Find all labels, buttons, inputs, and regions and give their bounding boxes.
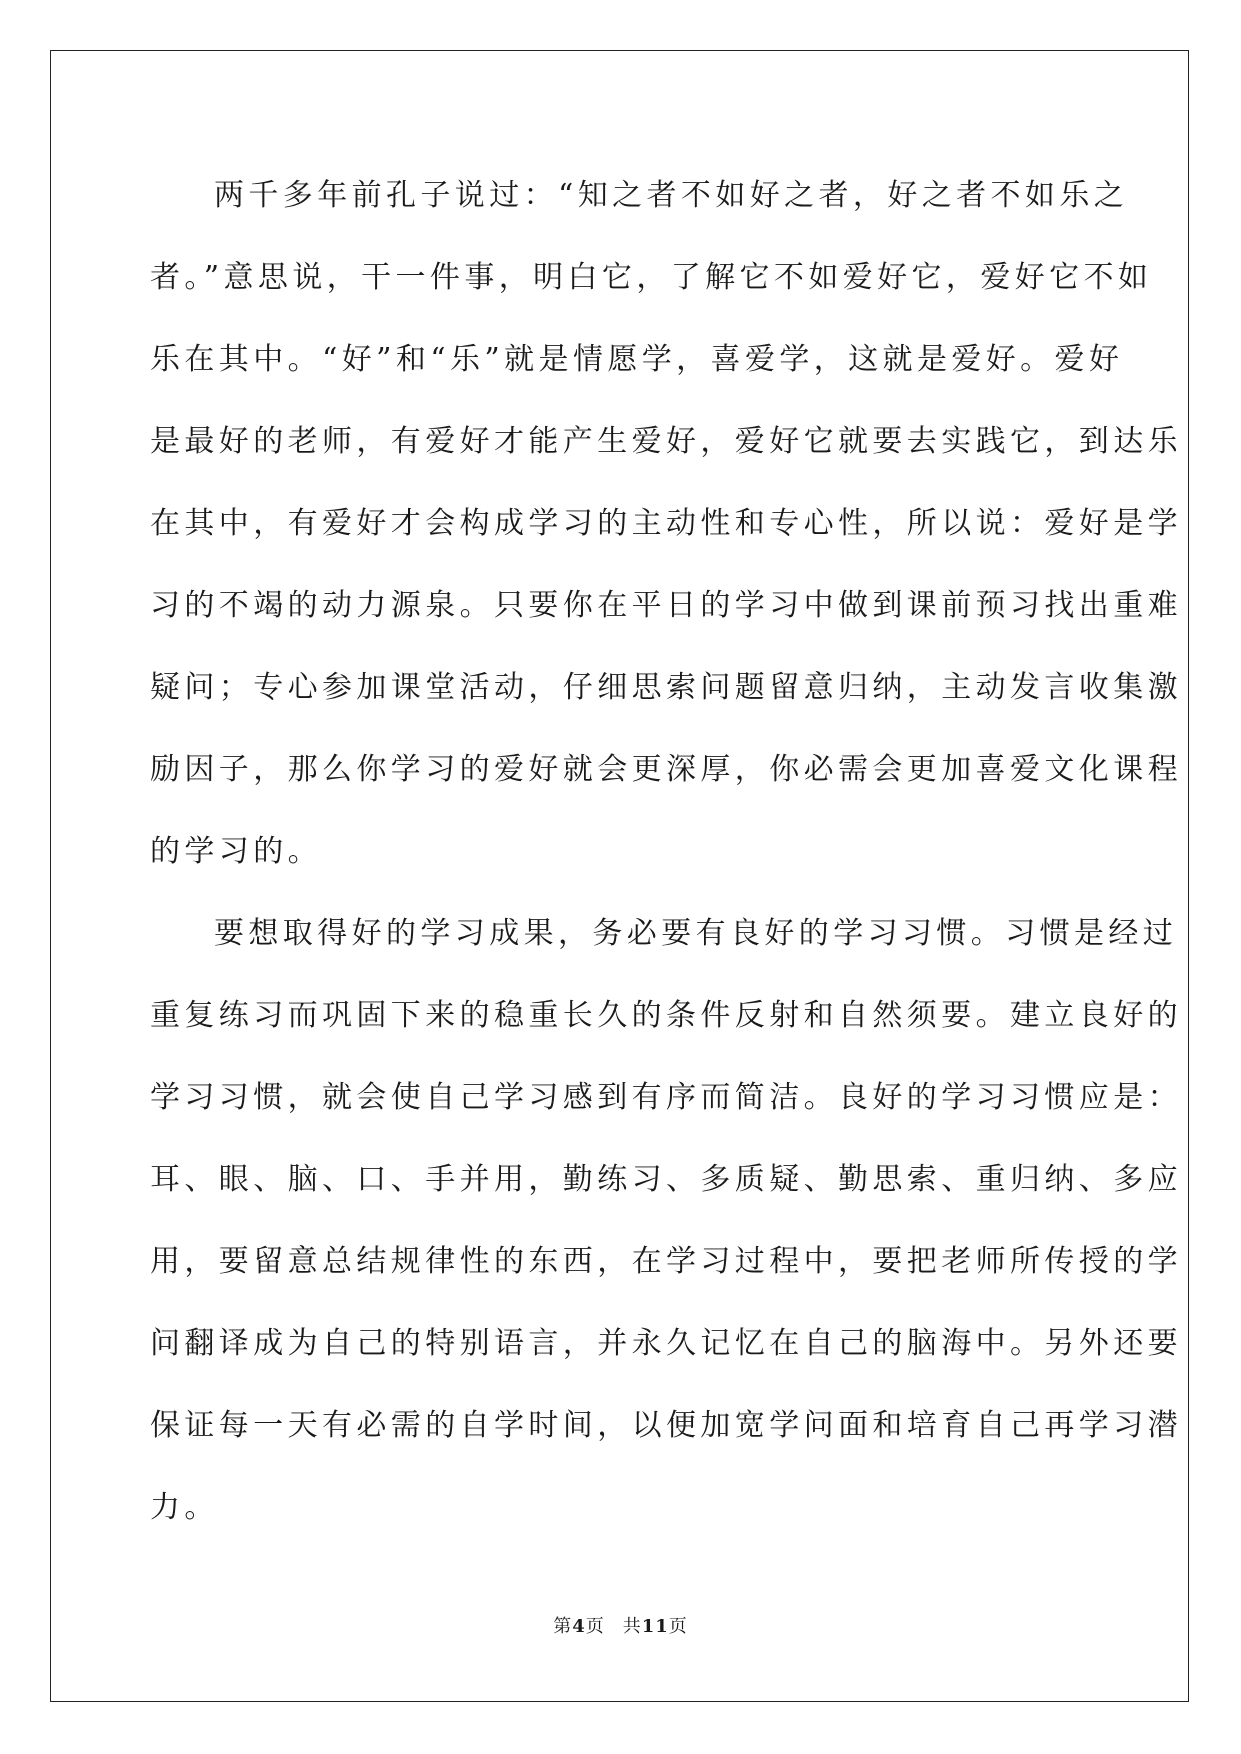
- paragraph-line: 两千多年前孔子说过：“知之者不如好之者，好之者不如乐之: [214, 178, 1129, 213]
- paragraph-2: [150, 893, 1182, 1549]
- paragraph-line: 保证每一天有必需的自学时间，以便加宽学问面和培育自己再学习潜: [150, 1408, 1182, 1443]
- paragraph-line: 是最好的老师，有爱好才能产生爱好，爱好它就要去实践它，到达乐: [150, 424, 1182, 459]
- page-footer: [0, 1612, 1241, 1638]
- paragraph-line: 在其中，有爱好才会构成学习的主动性和专心性，所以说：爱好是学: [150, 506, 1182, 541]
- document-body: [150, 155, 1182, 1549]
- paragraph-line: 励因子，那么你学习的爱好就会更深厚，你必需会更加喜爱文化课程: [150, 752, 1182, 787]
- paragraph-line: 问翻译成为自己的特别语言，并永久记忆在自己的脑海中。另外还要: [150, 1326, 1182, 1361]
- paragraph-line: 耳、眼、脑、口、手并用，勤练习、多质疑、勤思索、重归纳、多应: [150, 1162, 1182, 1197]
- footer-page-suffix: 页: [585, 1616, 605, 1637]
- paragraph-line: 习的不竭的动力源泉。只要你在平日的学习中做到课前预习找出重难: [150, 588, 1182, 623]
- footer-total-suffix: 页: [668, 1616, 688, 1637]
- paragraph-line: 的学习的。: [150, 834, 322, 869]
- total-page-count: 11: [641, 1616, 669, 1637]
- paragraph-1: [150, 155, 1182, 893]
- paragraph-line: 力。: [150, 1490, 219, 1525]
- paragraph-line: 用，要留意总结规律性的东西，在学习过程中，要把老师所传授的学: [150, 1244, 1182, 1279]
- footer-prefix: 第: [553, 1616, 573, 1637]
- footer-total-prefix: 共: [622, 1616, 642, 1637]
- current-page-number: 4: [572, 1616, 586, 1637]
- paragraph-line: 乐在其中。“好”和“乐”就是情愿学，喜爱学，这就是爱好。爱好: [150, 342, 1124, 377]
- paragraph-line: 要想取得好的学习成果，务必要有良好的学习习惯。习惯是经过: [214, 916, 1178, 951]
- paragraph-line: 重复练习而巩固下来的稳重长久的条件反射和自然须要。建立良好的: [150, 998, 1182, 1033]
- paragraph-line: 疑问；专心参加课堂活动，仔细思索问题留意归纳，主动发言收集激: [150, 670, 1182, 705]
- paragraph-line: 者。”意思说，干一件事，明白它，了解它不如爱好它，爱好它不如: [150, 260, 1153, 295]
- paragraph-line: 学习习惯，就会使自己学习感到有序而简洁。良好的学习习惯应是：: [150, 1080, 1182, 1115]
